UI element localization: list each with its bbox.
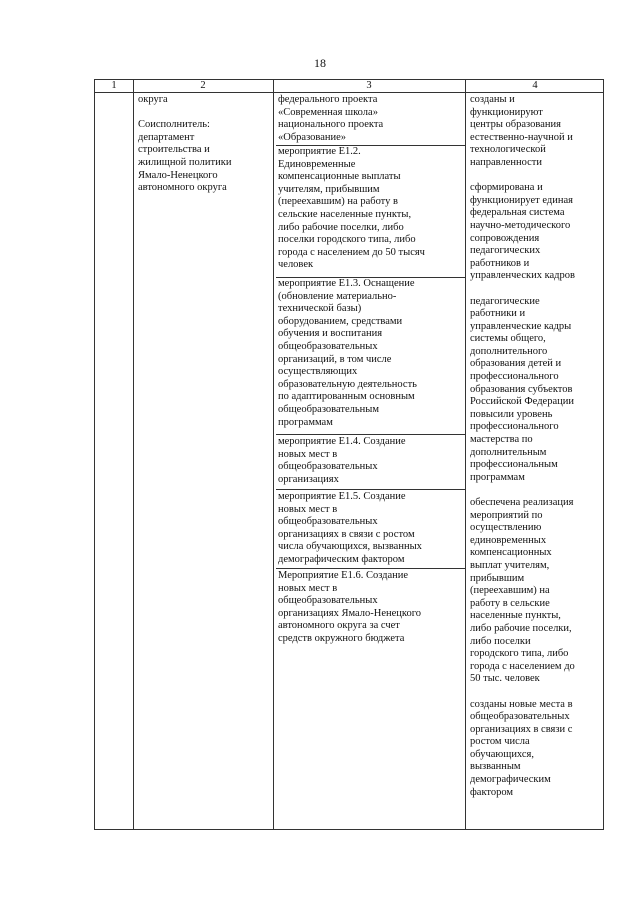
measure-cell-project: федерального проекта «Современная школа» национального проекта «Образование» [278, 94, 384, 143]
measure-cell-e1-4: мероприятие Е1.4. Создание новых мест в общеобразовательных организациях [278, 436, 406, 485]
column-divider [465, 80, 466, 829]
executor-cell: округа Соисполнитель: департамент строительства и жилищной политики Ямало-Ненецкого автономного округа [138, 94, 232, 194]
measure-cell-e1-3: мероприятие Е1.3. Оснащение (обновление материально- технической базы) оборудованием, средствами обучения и воспитания общеобразовательных организаций, в том числе осуществляющих образовательную деятельность по адаптированным основным общеобразовательным программам [278, 278, 417, 428]
header-col-3: 3 [366, 80, 372, 91]
table-header-row [95, 80, 603, 93]
measure-cell-e1-5: мероприятие Е1.5. Создание новых мест в общеобразовательных организациях в связи с ростом числа обучающихся, вызванных демографическим фактором [278, 491, 422, 565]
row-divider [276, 489, 466, 490]
header-col-4: 4 [532, 80, 538, 91]
measure-cell-e1-6: Мероприятие Е1.6. Создание новых мест в общеобразовательных организациях Ямало-Ненецкого автономного округа за счет средств окружного бюджета [278, 570, 422, 644]
row-divider [276, 568, 466, 569]
measure-cell-e1-2: мероприятие Е1.2. Единовременные компенсационные выплаты учителям, прибывшим (переехавшим) на работу в сельские населенные пункты, либо рабочие поселки, либо поселки городского типа, либо города с населением до 50 тысяч человек [278, 146, 425, 271]
page-number: 18 [314, 56, 326, 70]
result-cell: созданы и функционируют центры образования естественно-научной и технологической направленности сформирована и функционирует единая федеральная система научно-методического сопровождения педагогических работников и управленческих кадров педагогические работники и управленческие кадры системы общего, дополнительного образования детей и профессионального образования субъектов Российской Федерации повысили уровень профессионального мастерства по дополнительным профессиональным программам обеспечена реализация мероприятий по осуществлению единовременных компенсационных выплат учителям, прибывшим (переехавшим) на работу в сельские населенные пункты, либо рабочие поселки, либо поселки городского типа, либо города с населением до 50 тыс. человек созданы новые места в общеобразовательных организациях в связи с ростом числа обучающихся, вызванным демографическим фактором [470, 94, 575, 798]
header-col-2: 2 [200, 80, 206, 91]
header-col-1: 1 [111, 80, 117, 91]
program-table [94, 79, 604, 830]
column-divider [133, 80, 134, 829]
column-divider [273, 80, 274, 829]
row-divider [276, 434, 466, 435]
